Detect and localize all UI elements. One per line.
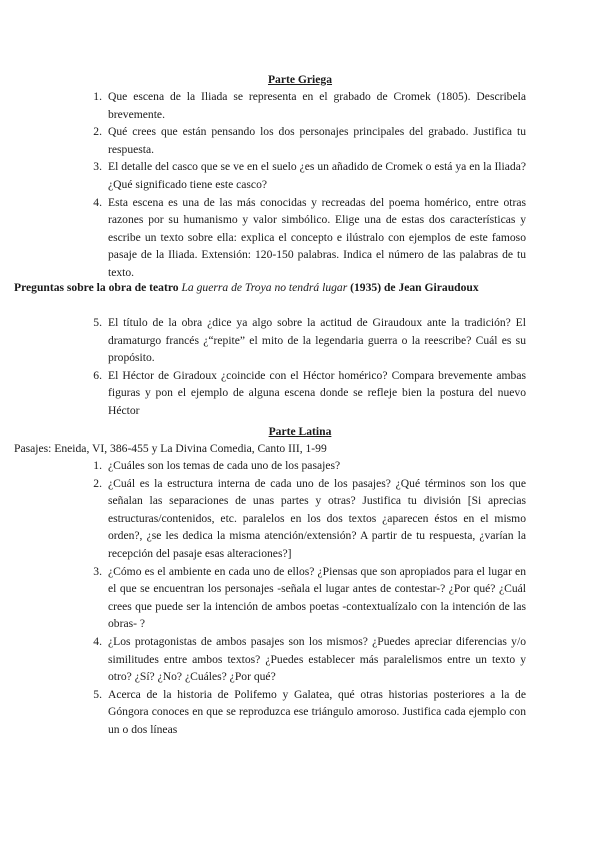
item-number: 2. (93, 125, 102, 139)
list-item (80, 194, 526, 282)
list-item (80, 563, 526, 633)
list-item (80, 158, 526, 193)
item-number: 2. (93, 476, 102, 490)
item-text: Qué crees que están pensando los dos personajes principales del grabado. Justifica tu respuesta. (108, 125, 526, 156)
item-number: 6. (93, 368, 102, 382)
item-text: Esta escena es una de las más conocidas y recreadas del poema homérico, entre otras razones por su humanismo y valor simbólico. Elige una de estas dos características y escribe un texto sobre ella: explica el concepto e ilústralo con ejemplos de este famoso pasaje de la Iliada. Extensión: 120-150 palabras. Indica el número de las palabras de tu texto. (108, 195, 526, 279)
item-text: ¿Cómo es el ambiente en cada uno de ellos? ¿Piensas que son apropiados para el lugar en el que se encuentran los personajes -señala el lugar antes de contestar-? ¿Por qué? ¿Cuál crees que puede ser la intención de ambos poetas -contextualízalo con la intención de las obras- ? (108, 564, 526, 631)
item-number: 3. (93, 564, 102, 578)
play-heading-lead: Preguntas sobre la obra de teatro (14, 281, 179, 294)
list-item (80, 457, 526, 475)
item-number: 4. (93, 634, 102, 648)
item-number: 5. (93, 316, 102, 329)
item-number: 4. (93, 195, 102, 209)
item-text: ¿Los protagonistas de ambos pasajes son los mismos? ¿Puedes apreciar diferencias y/o similitudes entre ambos textos? ¿Puedes establecer más paralelismos entre un texto y otro? ¿Sí? ¿No? ¿Cuáles? ¿Por qué? (108, 634, 526, 684)
greek-section-heading: Parte Griega (267, 73, 333, 86)
greek-question-list (80, 88, 526, 282)
list-item (80, 475, 526, 563)
latin-section-heading: Parte Latina (268, 425, 332, 438)
list-item (80, 314, 526, 367)
list-item (80, 686, 526, 739)
item-text: Que escena de la Iliada se representa en el grabado de Cromek (1805). Describela brevemente. (108, 90, 526, 121)
play-question-list (80, 314, 526, 420)
item-text: Acerca de la historia de Polifemo y Galatea, qué otras historias posteriores a la de Góngora conoces en que se reproduzca ese triángulo amoroso. Justifica cada ejemplo con un o dos líneas (108, 687, 526, 736)
item-text: El detalle del casco que se ve en el suelo ¿es un añadido de Cromek o está ya en la Iliada? ¿Qué significado tiene este casco? (108, 160, 526, 191)
item-text: El título de la obra ¿dice ya algo sobre la actitud de Giraudoux ante la tradición? El dramaturgo francés ¿“repite” el mito de la legendaria guerra o la reescribe? Cuál es su propósito. (108, 316, 526, 365)
item-text: ¿Cuáles son los temas de cada uno de los pasajes? (108, 459, 341, 472)
list-item (80, 88, 526, 123)
list-item (80, 633, 526, 686)
play-section-heading (14, 279, 524, 297)
play-heading-tail: (1935) de Jean Giraudoux (350, 281, 479, 294)
item-text: ¿Cuál es la estructura interna de cada uno de los pasajes? ¿Qué términos son los que señalan las separaciones de unas partes y otras? Justifica tu división [Si aprecias estructuras/contenidos, etc. paralelos en los dos textos ¿aparecen éstos en el mismo orden?, ¿se les dedica la misma atención/extensión? A partir de tu respuesta, ¿varían la recepción del pasaje esas alteraciones?] (108, 476, 526, 560)
latin-question-list (80, 457, 526, 739)
play-title: La guerra de Troya no tendrá lugar (181, 281, 348, 294)
list-item (80, 123, 526, 158)
item-number: 1. (93, 90, 102, 103)
item-number: 5. (93, 687, 102, 701)
item-number: 3. (93, 160, 102, 174)
latin-passages: Pasajes: Eneida, VI, 386-455 y La Divina Comedia, Canto III, 1-99 (14, 442, 327, 455)
list-item (80, 367, 526, 420)
item-number: 1. (93, 459, 102, 472)
item-text: El Héctor de Giradoux ¿coincide con el Héctor homérico? Compara brevemente ambas figuras y pon el ejemplo de alguna escena donde se refleje bien la postura del nuevo Héctor (108, 368, 526, 417)
